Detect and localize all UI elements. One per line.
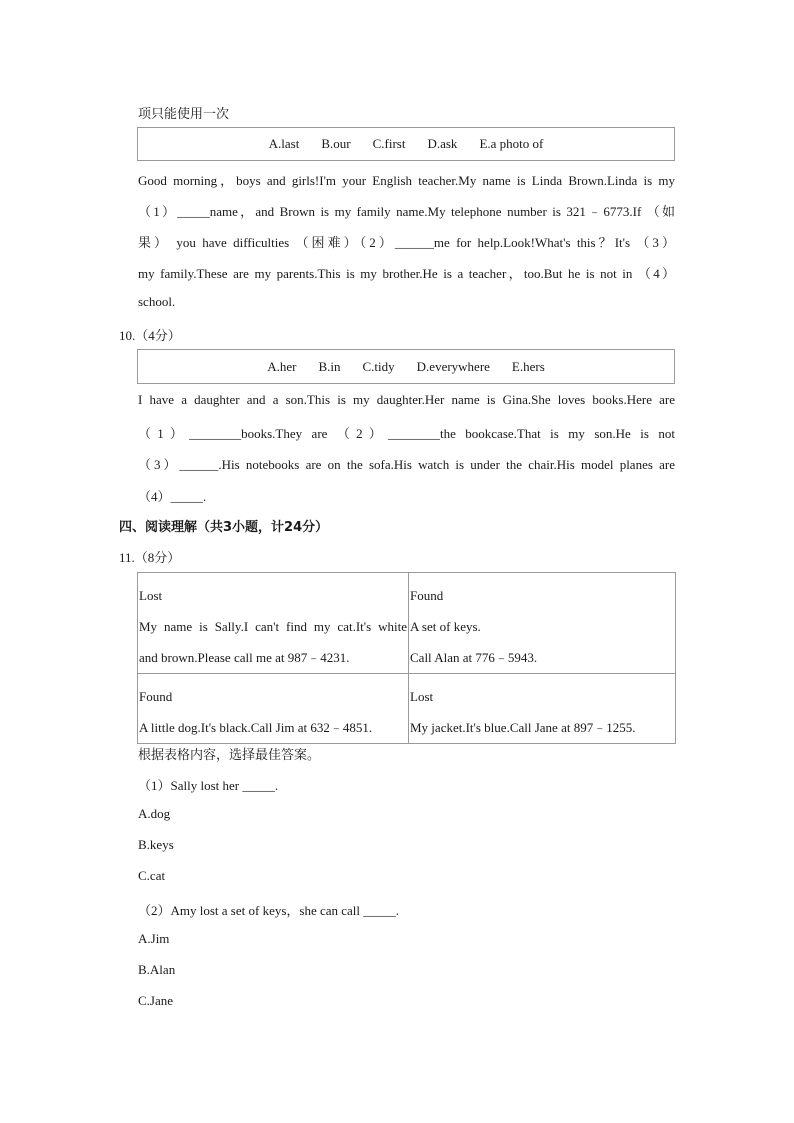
section-heading: 四、阅读理解（共3小题，计24分） [119,520,329,535]
cell-title: Lost [139,588,163,603]
passage-line: （3）______.His notebooks are on the sofa.His watch is under the chair.His model planes are [138,457,675,472]
cell-text: My jacket.It's blue.Call Jane at 897﹣1255. [410,720,636,735]
lost-found-table [137,572,676,744]
option-b: B.our [321,136,351,151]
table-row [138,674,676,744]
instruction-text: 项只能使用一次 [138,106,230,121]
options-box-10 [137,349,675,384]
cell-text: A little dog.It's black.Call Jim at 632﹣4851. [139,720,373,735]
answer-choice: C.cat [138,868,166,883]
sub-question: （1）Sally lost her _____. [138,778,279,793]
cell-text: and brown.Please call me at 987﹣4231. [139,650,350,665]
answer-choice: C.Jane [138,993,174,1008]
question-header: 10.（4分） [119,328,181,343]
cell-text: My name is Sally.I can't find my cat.It's white [139,619,407,634]
table-cell [138,674,409,744]
question-header: 11.（8分） [119,550,181,565]
passage-line: school. [138,294,176,309]
option-a: A.last [268,136,300,151]
option-e: E.a photo of [479,136,544,151]
option-a: A.her [267,358,297,374]
passage-line: （4）_____. [138,489,207,504]
passage-line: 果） you have difficulties （困难）（2）______me for help.Look!What's this？It's （3） [138,235,675,250]
passage-line: （1）________books.They are （2）________the bookcase.That is my son.He is not [138,426,675,441]
passage-line: I have a daughter and a son.This is my daughter.Her name is Gina.She loves books.Here are [138,392,675,407]
option-b: B.in [318,358,341,374]
answer-choice: A.dog [138,806,171,821]
cell-title: Lost [410,689,434,704]
option-d: D.ask [427,136,458,151]
answer-choice: B.keys [138,837,174,852]
cell-title: Found [410,588,444,603]
passage-line: （1）_____name，and Brown is my family name.My telephone number is 321﹣6773.If （如 [138,204,675,219]
option-c: C.tidy [362,358,395,374]
passage-line: Good morning，boys and girls!I'm your English teacher.My name is Linda Brown.Linda is my [138,173,675,188]
cell-title: Found [139,689,173,704]
option-d: D.everywhere [416,358,490,374]
passage-line: my family.These are my parents.This is my brother.He is a teacher，too.But he is not in （4） [138,266,675,281]
sub-question: （2）Amy lost a set of keys，she can call _____. [138,903,400,918]
cell-text: A set of keys. [410,619,481,634]
options-box-9 [137,127,675,161]
table-row [138,573,676,674]
table-cell [138,573,409,674]
option-e: E.hers [511,358,545,374]
answer-choice: A.Jim [138,931,170,946]
option-c: C.first [372,136,406,151]
answer-choice: B.Alan [138,962,176,977]
table-cell [409,674,676,744]
cell-text: Call Alan at 776﹣5943. [410,650,538,665]
table-cell [409,573,676,674]
instruction-text: 根据表格内容，选择最佳答案。 [138,747,321,762]
